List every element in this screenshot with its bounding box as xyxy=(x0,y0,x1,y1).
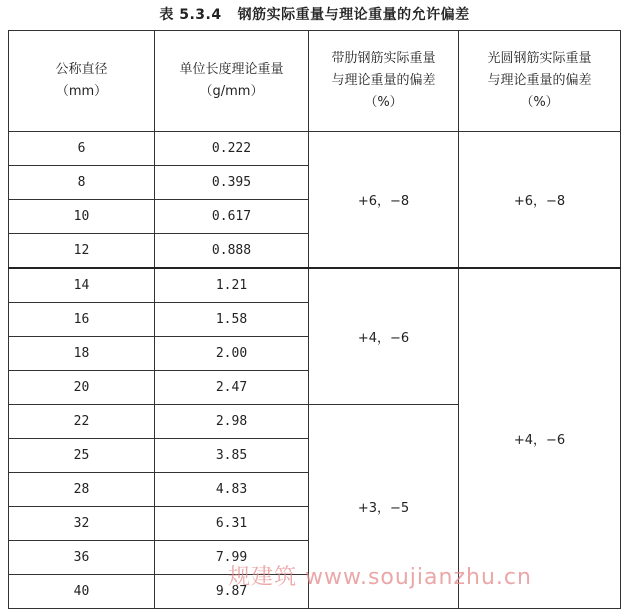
table-number: 表 5.3.4 xyxy=(159,7,222,23)
diameter-cell: 18 xyxy=(9,337,155,371)
header-diameter: 公称直径 （mm） xyxy=(9,31,155,132)
diameter-cell: 6 xyxy=(9,132,155,166)
diameter-cell: 36 xyxy=(9,541,155,575)
weight-cell: 1.58 xyxy=(155,303,309,337)
weight-cell: 1.21 xyxy=(155,268,309,303)
diameter-cell: 12 xyxy=(9,234,155,269)
header-plain-deviation: 光圆钢筋实际重量 与理论重量的偏差 （%） xyxy=(459,31,621,132)
table-caption: 钢筋实际重量与理论重量的允许偏差 xyxy=(237,7,470,23)
table-row xyxy=(9,268,621,303)
weight-cell: 6.31 xyxy=(155,507,309,541)
diameter-cell: 10 xyxy=(9,200,155,234)
watermark: 规建筑 www.soujianzhu.cn xyxy=(228,565,532,590)
diameter-cell: 14 xyxy=(9,268,155,303)
table-row xyxy=(9,132,621,166)
diameter-cell: 32 xyxy=(9,507,155,541)
header-ribbed-deviation: 带肋钢筋实际重量 与理论重量的偏差 （%） xyxy=(309,31,459,132)
weight-cell: 0.888 xyxy=(155,234,309,269)
diameter-cell: 8 xyxy=(9,166,155,200)
weight-cell: 2.00 xyxy=(155,337,309,371)
ribbed-deviation-cell: +6，−8 xyxy=(309,132,459,269)
ribbed-deviation-cell: +3，−5 xyxy=(309,405,459,609)
weight-cell: 2.47 xyxy=(155,371,309,405)
table-title xyxy=(0,4,629,24)
diameter-cell: 25 xyxy=(9,439,155,473)
weight-cell: 9.87 xyxy=(155,575,309,609)
weight-cell: 4.83 xyxy=(155,473,309,507)
diameter-cell: 20 xyxy=(9,371,155,405)
deviation-table xyxy=(8,30,621,609)
weight-cell: 0.395 xyxy=(155,166,309,200)
weight-cell: 0.617 xyxy=(155,200,309,234)
diameter-cell: 16 xyxy=(9,303,155,337)
weight-cell: 2.98 xyxy=(155,405,309,439)
weight-cell: 0.222 xyxy=(155,132,309,166)
ribbed-deviation-cell: +4，−6 xyxy=(309,268,459,405)
diameter-cell: 40 xyxy=(9,575,155,609)
diameter-cell: 28 xyxy=(9,473,155,507)
weight-cell: 3.85 xyxy=(155,439,309,473)
weight-cell: 7.99 xyxy=(155,541,309,575)
diameter-cell: 22 xyxy=(9,405,155,439)
header-unit-weight: 单位长度理论重量 （g/mm） xyxy=(155,31,309,132)
plain-deviation-cell: +6，−8 xyxy=(459,132,621,269)
plain-deviation-cell: +4，−6 xyxy=(459,268,621,609)
